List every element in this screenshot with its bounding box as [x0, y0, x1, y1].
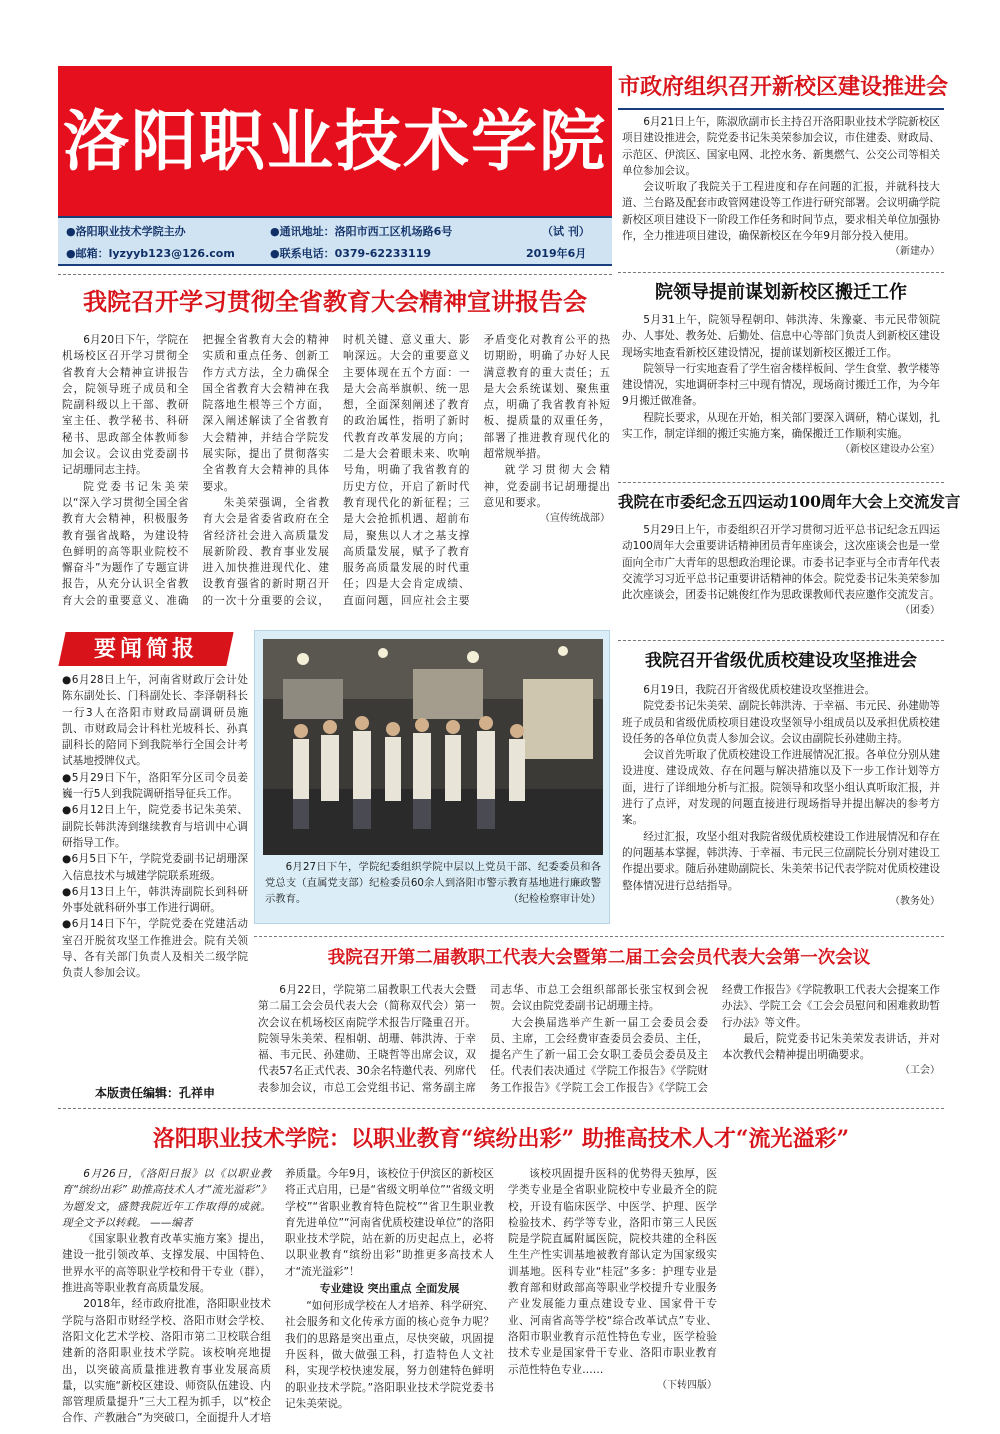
- bottom-rule-top: [58, 1108, 944, 1109]
- exhibition-photo: [263, 639, 603, 855]
- paragraph: 该校巩固提升医科的优势得天独厚，医学类专业是全省职业院校中专业最齐全的院校，开设有临床医学、中医学、护理、医学检验技术、药学等专业，洛阳市第三人民医院是学院直属附属医院，院校共建的全科医生生产性实训基地被教育部认定为国家级实训基地。医科专业“桂冠”多多：护理专业是教育部和财政部高等职业学校提升专业服务产业发展能力重点建设专业、国家骨干专业、河南省高等学校“综合改革试点”专业、洛阳市职业教育示范性特色专业，医学检验技术专业是国家骨干专业、洛阳市职业教育示范性特色专业……: [508, 1168, 717, 1376]
- paragraph: 会议听取了我院关于工程进度和存在问题的汇报，并就科技大道、兰台路及配套市政管网建设等工作进行研究部署。会议明确学院新校区项目建设下一阶段工作任务和时间节点，要求相关单位加强协作，全力推进项目建设，确保新校区在今年9月部分投入使用。: [622, 181, 940, 243]
- may4-body: [622, 522, 940, 619]
- masthead-info-bar: [58, 216, 612, 266]
- subheading: 专业建设 突出重点 全面发展: [319, 1282, 460, 1296]
- editor-note: 6月26日，《洛阳日报》以《以职业教育“缤纷出彩” 助推高技术人才“流光溢彩”》为题发文，盛赞我院近年工作取得的成就。现全文予以转载。 ——编者: [62, 1168, 271, 1229]
- paragraph: “如何形成学校在人才培养、科学研究、社会服务和文化传承方面的核心竞争力呢？我们的思路是突出重点，尽快突破，巩固提升医科，做大做强工科，打造特色人文社科，实现学校快速发展，努力创建特色鲜明的职业技术学院。”洛阳职业技术学院党委书记朱美荣说。: [285, 1300, 494, 1410]
- brief-item: ●6月13日上午，韩洪涛副院长到科研外事处就科研外事工作进行调研。: [62, 885, 248, 915]
- paragraph: 6月19日，我院召开省级优质校建设攻坚推进会。: [643, 684, 876, 696]
- brief-item: ●6月28日上午，河南省财政厅会计处陈东副处长、门科副处长、李泽朝科长一行3人在洛阳市财政局副调研员施凯、市财政局会计科杜光坡科长、孙真副科长的陪同下到我院举行全国会计考试基地授牌仪式。: [62, 674, 248, 768]
- brief-item: ●6月5日下午，学院党委副书记胡珊深入信息技术与城建学院联系班级。: [62, 853, 248, 882]
- host-text: ●洛阳职业技术学院主办: [66, 225, 186, 238]
- masthead-banner: [58, 66, 612, 216]
- continued-note: （下转四版）: [657, 1379, 717, 1391]
- congress-rule: [254, 936, 944, 937]
- bottom-headline: 洛阳职业技术学院：以职业教育“缤纷出彩” 助推高技术人才“流光溢彩”: [152, 1126, 850, 1152]
- newcampus-rule: [618, 108, 944, 110]
- paragraph: 经过汇报，攻坚小组对我院省级优质校建设工作进展情况和存在的问题基本掌握，韩洪涛、于幸福、韦元民三位副院长分别对建设工作提出要求。随后孙建勋副院长、朱美荣书记代表学院对优质校建设整体情况进行总结指导。: [622, 830, 940, 892]
- caption-source: （纪检检察审计处）: [508, 893, 601, 905]
- address-text: ●通讯地址：洛阳市西工区机场路6号: [270, 225, 453, 238]
- email-text: ●邮箱：lyzyyb123@126.com: [66, 247, 235, 260]
- lead-rule-top: [58, 274, 612, 275]
- caption-text: 6月27日下午，学院纪委组织学院中层以上党员干部、纪委委员和各党总支（直属党支部）纪检委员60余人到洛阳市警示教育基地进行廉政警示教育。: [265, 861, 601, 905]
- quality-body: [622, 682, 940, 910]
- paragraph: 就学习贯彻大会精神，党委副书记胡珊提出意见和要求。: [483, 464, 610, 509]
- paragraph: 2018年，经市政府批准，洛阳职业技术学院与洛阳市财经学校、洛阳市财会学校、洛阳文化艺术学校、洛阳市第二卫校联合组建新的洛阳职业技术学院。该校响亮地提出，以突破高质量推进教育事业发展高质量，以实施“新校区建设、师资队伍建设、内部管理质量提升”三大工程为抓手，以“校企合作、产教融合”为突破口，全面提升人才培养质量。今年9月，该校位于伊滨区的新校区将正式启用，已是“省级文明单位”“省级文明学校”“省职业教育特色院校”“省卫生职业教育先进单位”“河南省优质校建设单位”的洛阳职业技术学院，站在新的历史起点上，必将以职业教育“缤纷出彩”助推更多高技术人才“流光溢彩”！: [62, 1168, 494, 1425]
- paragraph: 5月31上午，院领导程朝印、韩洪涛、朱豫豪、韦元民带领院办、人事处、教务处、后勤处、信息中心等部门负责人到新校区建设现场实地查看新校区建设情况，提前谋划新校区搬迁工作。: [622, 314, 940, 359]
- phone-text: ●联系电话：0379-62233119: [270, 247, 432, 260]
- article-source: （宣传统战部）: [540, 513, 610, 525]
- paragraph: 朱美荣强调，全省教育大会是省委省政府在全省经济社会进入高质量发展新阶段、教育事业发展进入加快推进现代化、建设教育强省的新时期召开的一次十分重要的会议，时机关键、意义重大、影响深远。大会的重要意义主要体现在五个方面：一是大会高举旗帜、统一思想，全面深刻阐述了教育的政治属性，指明了新时代教育改革发展的方向；二是大会着眼未来、吹响号角，明确了我省教育的历史方位，开启了新时代教育现代化的新征程；三是大会抢抓机遇、超前布局，聚焦以人才之基支撑高质量发展，赋予了教育服务高质量发展的时代重任；四是大会肯定成绩、直面问题，回应社会主要矛盾变化对教育公平的热切期盼，明确了办好人民满意教育的重大责任；五是大会系统谋划、聚焦重点，明确了我省教育补短板、提质量的双重任务，部署了推进教育现代化的超常规举措。: [202, 334, 610, 607]
- paragraph: 院党委书记朱美荣、副院长韩洪涛、于幸福、韦元民、孙建勋等班子成员和省级优质校项目建设攻坚领导小组成员以及承担优质校建设任务的各单位负责人参加会议。会议由副院长孙建勋主持。: [622, 700, 940, 745]
- brief-item: ●6月14日下午，学院党委在党建活动室召开脱贫攻坚工作推进会。院有关领导、各有关部门负责人及相关二级学院负责人参加会议。: [62, 918, 248, 980]
- quality-headline: 我院召开省级优质校建设攻坚推进会: [645, 651, 917, 671]
- paragraph: 院党委书记朱美荣以“深入学习贯彻全国全省教育大会精神，积极服务教育强省战略，为建设特色鲜明的高等职业院校不懈奋斗”为题作了专题宣讲报告，从充分认识全省教育大会的重要意义、准确把握全省教育大会的精神实质和重点任务、创新工作方式方法，全力确保全国全省教育大会精神在我院落地生根等三个方面，深入阐述解读了全省教育大会精神，并结合学院发展实际，提出了贯彻落实全省教育大会精神的具体要求。: [62, 334, 329, 607]
- newcampus-body: [622, 114, 940, 260]
- briefs-list: [62, 672, 248, 982]
- lead-headline: 我院召开学习贯彻全省教育大会精神宣讲报告会: [83, 287, 587, 316]
- paragraph: 《国家职业教育改革实施方案》提出，建设一批引领改革、支撑发展、中国特色、世界水平的高等职业学校和骨干专业（群），推进高等职业教育高质量发展。: [62, 1233, 271, 1295]
- article-source: （新校区建设办公室）: [840, 444, 940, 456]
- article-source: （教务处）: [890, 895, 940, 907]
- brief-item: ●6月12日上午，院党委书记朱美荣、副院长韩洪涛到继续教育与培训中心调研指导工作。: [62, 804, 248, 849]
- quality-rule: [618, 640, 944, 641]
- trial-text: （试 刊）: [542, 225, 590, 238]
- article-source: （新建办）: [890, 246, 940, 258]
- newcampus-headline: 市政府组织召开新校区建设推进会: [618, 74, 949, 100]
- paragraph: 会议首先听取了优质校建设工作进展情况汇报。各单位分别从建设进度、建设成效、存在问题与解决措施以及下一步工作计划等方面，进行了详细地分析与汇报。院领导和攻坚小组认真听取汇报，并进行了点评，对发现的问题直接进行现场指导并提出解决的参考方案。: [622, 749, 940, 827]
- paragraph: 最后，院党委书记朱美荣发表讲话，并对本次教代会精神提出明确要求。: [722, 1032, 940, 1062]
- relocate-body: [622, 312, 940, 458]
- paragraph: 6月21日上午，陈淑欣副市长主持召开洛阳职业技术学院新校区项目建设推进会，院党委书记朱美荣参加会议，市住建委、财政局、示范区、伊滨区、国家电网、北控水务、新奥燃气、公交公司等相关单位参加会议。: [622, 116, 940, 177]
- brief-item: ●5月29日下午，洛阳军分区司令员姜巍一行5人到我院调研指导征兵工作。: [62, 771, 248, 801]
- paragraph: 大会换届选举产生新一届工会委员会委员、主席，工会经费审查委员会委员、主任，提名产生了新一届工会女职工委员会委员及主任。代表们表决通过《学院工作报告》《学院财务工作报告》《学院工会工作报告》《学院工会经费工作报告》《学院教职工代表大会提案工作办法》、学院工会《工会会员慰问和困难救助暂行办法》等文件。: [490, 984, 940, 1094]
- briefs-title: 要闻简报: [93, 636, 198, 662]
- bottom-body: [62, 1166, 940, 1428]
- relocate-rule: [618, 272, 944, 273]
- paragraph: 院领导一行实地查看了学生宿舍楼样板间、学生食堂、教学楼等建设情况，实地调研李村三中现有情况，现场商讨搬迁工作，为今年9月搬迁做准备。: [622, 362, 940, 408]
- photo-caption: [265, 859, 601, 907]
- congress-body: [258, 982, 940, 1100]
- paragraph: 5月29日上午，市委组织召开学习贯彻习近平总书记纪念五四运动100周年大会重要讲话精神团员青年座谈会，这次座谈会也是一堂面向全市广大青年的思想政治理论课。市委书记李亚与全市青年代表交流学习习近平总书记重要讲话精神的体会。院党委书记朱美荣参加此次座谈会，团委书记姚俊红作为思政课教师代表应邀作交流发言。: [622, 524, 940, 602]
- page-editor-credit: 本版责任编辑：孔祥申: [94, 1086, 215, 1100]
- congress-headline: 我院召开第二届教职工代表大会暨第二届工会会员代表大会第一次会议: [327, 948, 871, 968]
- paragraph: 6月20日下午，学院在机场校区召开学习贯彻全省教育大会精神宣讲报告会，院领导班子成员和全院副科级以上干部、教研室主任、教学秘书、科研秘书、思政部全体教师参加会议。会议由党委副书记胡珊同志主持。: [62, 334, 189, 477]
- may4-headline: 我院在市委纪念五四运动100周年大会上交流发言: [618, 492, 961, 511]
- relocate-headline: 院领导提前谋划新校区搬迁工作: [655, 282, 907, 303]
- paragraph: 程院长要求，从现在开始，相关部门要深入调研，精心谋划，扎实工作，制定详细的搬迁实施方案，确保搬迁工作顺利实施。: [622, 411, 940, 441]
- may4-rule: [618, 482, 944, 483]
- lead-body: [62, 332, 610, 620]
- paragraph: 6月22日，学院第二届教职工代表大会暨第二届工会会员代表大会（简称双代会）第一次会议在机场校区南院学术报告厅隆重召开。院领导朱美荣、程相朝、胡珊、韩洪涛、于幸福、韦元民、孙建勋、王晓哲等出席会议，双代表57名正式代表、30余名特邀代表、列席代表参加会议，市总工会党组书记、常务副主席司志华、市总工会组织部部长张宝权到会祝贺。会议由院党委副书记胡珊主持。: [258, 984, 708, 1094]
- masthead-title: 洛阳职业技术学院: [63, 102, 607, 180]
- issue-date: 2019年6月: [526, 247, 587, 260]
- article-source: （工会）: [900, 1065, 940, 1077]
- photo-frame: [254, 630, 610, 924]
- article-source: （团委）: [900, 605, 940, 617]
